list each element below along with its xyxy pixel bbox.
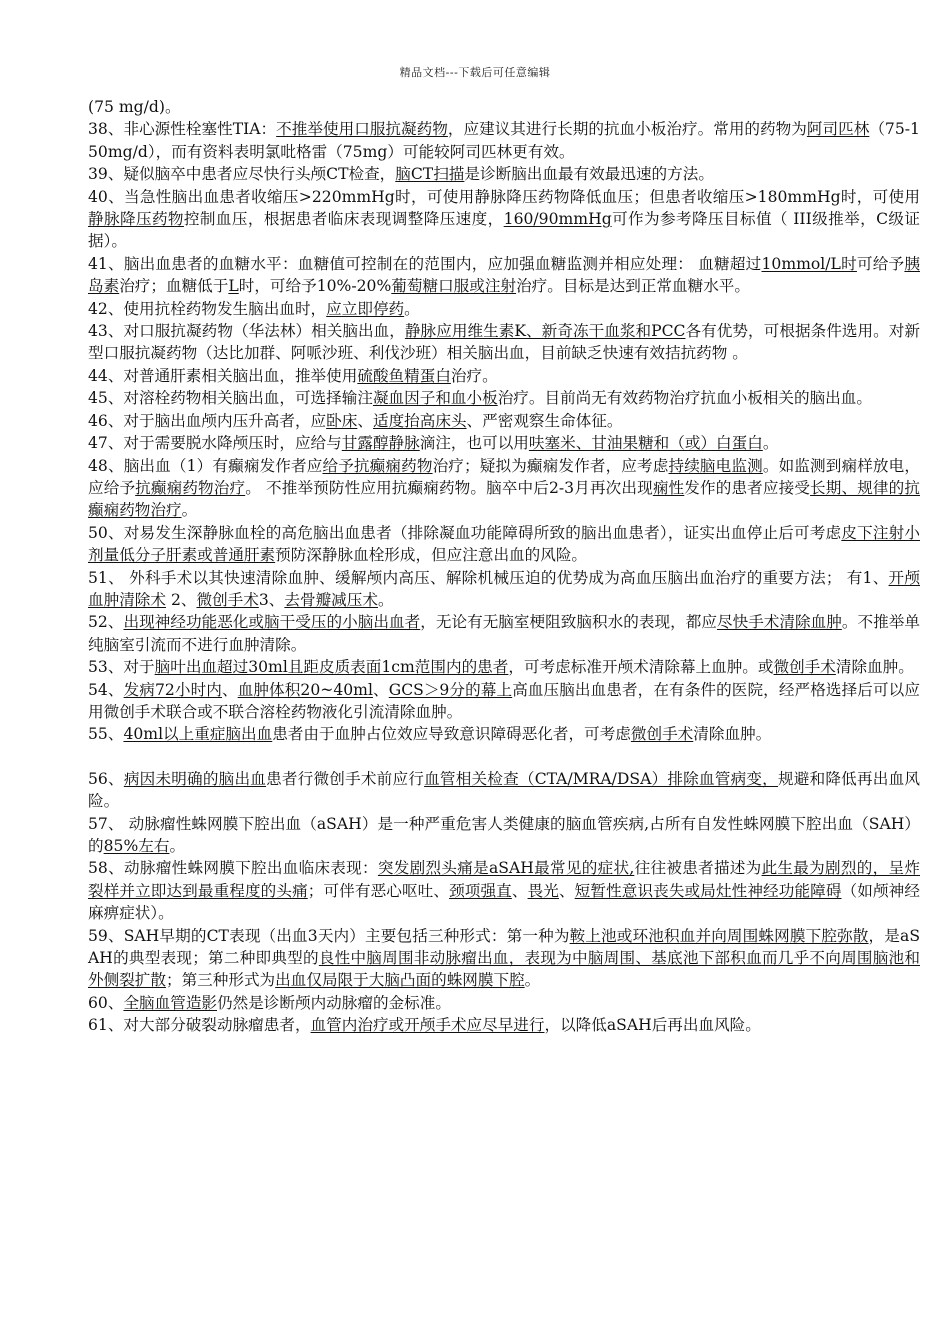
text-segment: 、	[511, 881, 528, 900]
underlined-text: 胰岛素	[88, 254, 920, 296]
text-segment: 清除血肿。	[835, 658, 914, 677]
text-segment: 3、	[258, 590, 285, 609]
underlined-text: 全脑血管造影	[123, 993, 218, 1012]
underlined-text: 硫酸鱼精蛋白	[357, 366, 451, 385]
text-segment: 治疗。目前尚无有效药物治疗抗血小板相关的脑出血。	[497, 389, 872, 408]
underlined-text: 不推举使用口服抗凝药物	[276, 120, 448, 139]
underlined-text: GCS＞9分的幕上	[388, 680, 513, 699]
text-segment: 43、对口服抗凝药物（华法林）相关脑出血，	[88, 322, 405, 341]
text-segment: 55、	[88, 725, 124, 744]
underlined-text: 去骨瓣减压术	[284, 590, 378, 609]
text-segment: 发作的患者应接受	[684, 478, 811, 497]
text-segment: 50、对易发生深静脉血栓的高危脑出血患者（排除凝血功能障碍所致的脑出血患者），证实出血停止后可考虑	[88, 523, 842, 542]
underlined-text: 微创手术	[196, 590, 259, 609]
underlined-text: 良性中脑周围非动脉瘤出血，表现为中脑周围、基底池下部积血而几乎不向周围脑池和外侧裂扩散	[88, 949, 920, 990]
paragraph-p46	[88, 410, 920, 432]
text-segment: 滴注，也可以用	[419, 434, 529, 453]
underlined-text: 葡萄糖口服或注射	[391, 277, 517, 296]
text-segment: 。 不推举预防性应用抗癫痫药物。脑卒中后2-3月再次出现	[245, 478, 653, 497]
underlined-text: 突发剧烈头痛是aSAH最常见的症状,	[377, 859, 635, 878]
paragraph-p53	[88, 656, 920, 678]
paragraph-p60	[88, 992, 920, 1014]
underlined-text: 血管内治疗或开颅手术应尽早进行	[310, 1016, 545, 1035]
underlined-text: 持续脑电监测	[668, 456, 763, 475]
text-segment: 56、	[88, 769, 124, 788]
text-segment: 。如监测到痫样放电，应给予	[88, 456, 920, 497]
text-segment: 39、疑似脑卒中患者应尽快行头颅CT检查，	[88, 165, 396, 184]
underlined-text: 静脉降压药物	[88, 210, 184, 229]
text-segment: 。	[169, 837, 186, 855]
text-segment: 58、动脉瘤性蛛网膜下腔出血临床表现：	[88, 859, 378, 878]
underlined-text: 40ml以上重症脑出血	[123, 725, 273, 744]
underlined-text: 畏光	[527, 881, 559, 900]
paragraph-p55	[88, 723, 920, 745]
underlined-text: 鞍上池或环池积血并向周围蛛网膜下腔弥散	[569, 926, 869, 945]
underlined-text: 此生最为剧烈的，呈炸裂样并立即达到最重程度的头痛	[88, 859, 920, 900]
underlined-text: L	[228, 277, 239, 296]
paragraph-p43	[88, 320, 920, 365]
text-segment: 38、非心源性栓塞性TIA：	[88, 120, 277, 139]
paragraph-p41	[88, 253, 920, 298]
text-segment: (75 mg/d)。	[88, 98, 181, 116]
underlined-text: 抗癫痫药物治疗	[135, 478, 246, 497]
text-segment: 可给予	[856, 254, 905, 273]
text-segment: 。	[377, 590, 394, 609]
underlined-text: 微创手术	[630, 725, 694, 744]
text-segment: 59、SAH早期的CT表现（出血3天内）主要包括三种形式：第一种为	[88, 926, 570, 945]
paragraph-p57	[88, 813, 920, 858]
text-segment: 往往被患者描述为	[634, 859, 762, 878]
underlined-text: 长期、规律的抗癫痫药物治疗	[88, 478, 920, 520]
underlined-text: 呋塞米、甘油果糖和（或）白蛋白	[528, 434, 763, 453]
text-segment: 清除血肿。	[693, 725, 772, 744]
text-segment: （75-150mg/d），而有资料表明氯吡格雷（75mg）可能较阿司匹林更有效。	[88, 120, 920, 161]
paragraph-p-intro	[88, 96, 920, 118]
text-segment: 治疗。目标是达到正常血糖水平。	[516, 277, 750, 296]
text-segment: 41、脑出血患者的血糖水平：血糖值可控制在的范围内，应加强血糖监测并相应处理： 血糖超过	[88, 254, 762, 273]
text-segment: 57、 动脉瘤性蛛网膜下腔出血（aSAH）是一种严重危害人类健康的脑血管疾病,占所有自发性蛛网膜下腔出血（SAH）的	[88, 814, 920, 855]
text-segment: 、	[222, 680, 238, 699]
text-segment: 可作为参考降压目标值（ III级推举，C级证据）。	[88, 210, 920, 251]
text-segment: 各有优势，可根据条件选用。对新型口服抗凝药物（达比加群、阿哌沙班、利伐沙班）相关脑出血，目前缺乏快速有效拮抗药物 。	[88, 322, 920, 363]
underlined-text: 甘露醇静脉	[341, 434, 420, 453]
underlined-text: 皮下注射小剂量低分子肝素或普通肝素	[88, 523, 920, 565]
underlined-text: 血肿体积20~40ml	[237, 680, 373, 699]
paragraph-p47	[88, 432, 920, 454]
text-segment: 60、	[88, 993, 124, 1012]
text-segment: 患者行微创手术前应行	[266, 769, 425, 788]
text-segment: 高血压脑出血患者，在有条件的医院，经严格选择后可以应用微创手术联合或不联合溶栓药物液化引流清除血肿。	[88, 680, 920, 721]
text-segment: 治疗；血糖低于	[119, 277, 229, 296]
paragraph-p54	[88, 679, 920, 724]
text-segment: 是诊断脑出血最有效最迅速的方法。	[464, 165, 714, 184]
underlined-text: 微创手术	[773, 658, 836, 677]
paragraph-p61	[88, 1014, 920, 1036]
text-segment: 2、	[165, 590, 197, 609]
document-body	[88, 96, 920, 1037]
text-segment: 44、对普通肝素相关脑出血，推举使用	[88, 366, 358, 385]
text-segment: 控制血压，根据患者临床表现调整降压速度，	[183, 210, 504, 229]
text-segment: 45、对溶栓药物相关脑出血，可选择输注	[88, 389, 373, 408]
text-segment: （如颅神经麻痹症状）。	[88, 881, 920, 923]
underlined-text: 凝血因子和血小板	[372, 389, 498, 408]
text-segment: 54、	[88, 680, 124, 699]
text-segment: 、严密观察生命体征。	[466, 411, 623, 430]
underlined-text: 给予抗癫痫药物	[322, 456, 433, 475]
text-segment: 52、	[88, 613, 124, 632]
text-segment: 61、对大部分破裂动脉瘤患者，	[88, 1016, 311, 1035]
paragraph-p45	[88, 387, 920, 409]
text-segment: 51、 外科手术以其快速清除血肿、缓解颅内高压、解除机械压迫的优势成为高血压脑出血治疗的重要方法； 有1、	[88, 568, 889, 587]
text-segment: 48、脑出血（1）有癫痫发作者应	[88, 456, 323, 475]
paragraph-p39	[88, 163, 920, 185]
text-segment: ，可考虑标准开颅术清除幕上血肿。或	[508, 658, 774, 677]
text-segment: 患者由于血肿占位效应导致意识障碍恶化者，可考虑	[272, 725, 631, 744]
text-segment: 。	[524, 971, 541, 990]
text-segment: 预防深静脉血栓形成，但应注意出血的风险。	[275, 546, 588, 565]
text-segment: 。不推举单纯脑室引流而不进行血肿清除。	[88, 613, 920, 654]
text-segment: 治疗；疑拟为癫痫发作者，应考虑	[432, 456, 669, 475]
underlined-text: 发病72小时内	[123, 680, 222, 699]
paragraph-p58	[88, 857, 920, 924]
underlined-text: 静脉应用维生素K、新奇冻干血浆和PCC	[404, 322, 686, 341]
text-segment: 46、对于脑出血颅内压升高者，应	[88, 411, 327, 430]
underlined-text: 病因未明确的脑出血	[123, 769, 267, 788]
underlined-text: 血管相关检查（CTA/MRA/DSA）排除血管病变，	[424, 769, 778, 788]
text-segment: 、	[357, 411, 373, 430]
text-segment: 47、对于需要脱水降颅压时，应给与	[88, 434, 342, 453]
page-header: 精品文档---下载后可任意编辑	[399, 66, 551, 79]
underlined-text: 尽快手术清除血肿	[716, 613, 842, 632]
paragraph-p48	[88, 455, 920, 522]
underlined-text: 适度抬高床头	[372, 411, 467, 430]
paragraph-p42	[88, 298, 920, 320]
underlined-text: 10mmol/L时	[761, 254, 857, 273]
underlined-text: 脑叶出血超过30ml且距皮质表面1cm范围内的患者	[154, 658, 509, 677]
paragraph-p59	[88, 925, 920, 992]
paragraph-p40	[88, 186, 920, 253]
text-segment: 、	[372, 680, 389, 699]
underlined-text: 应立即停药	[326, 299, 405, 318]
paragraph-p44	[88, 365, 920, 387]
blank-line	[88, 746, 920, 768]
text-segment: ，应建议其进行长期的抗血小板治疗。常用的药物为	[447, 120, 807, 139]
text-segment: 治疗。	[450, 366, 498, 385]
text-segment: 仍然是诊断颅内动脉瘤的金标准。	[217, 993, 451, 1012]
text-segment: ，是aSAH的典型表现；第二种即典型的	[88, 926, 920, 968]
text-segment: 、	[558, 881, 575, 900]
underlined-text: 160/90mmHg	[503, 210, 612, 229]
text-segment: ，无论有无脑室梗阻致脑积水的表现，都应	[420, 613, 717, 632]
text-segment: 时，可给予10%-20%	[238, 277, 392, 296]
text-segment: ；第三种形式为	[165, 971, 276, 990]
underlined-text: 出血仅局限于大脑凸面的蛛网膜下腔	[275, 971, 525, 990]
paragraph-p51	[88, 567, 920, 612]
underlined-text: 脑CT扫描	[395, 165, 465, 184]
text-segment: 规避和降低再出血风险。	[88, 769, 920, 811]
underlined-text: 痫性	[652, 478, 685, 497]
paragraph-p56	[88, 768, 920, 813]
underlined-text: 颈项强直	[449, 881, 512, 900]
text-segment: 。	[181, 501, 198, 520]
underlined-text: 阿司匹林	[806, 120, 870, 139]
text-segment: 53、对于	[88, 658, 155, 677]
paragraph-p52	[88, 611, 920, 656]
underlined-text: 短暂性意识丧失或局灶性神经功能障碍	[574, 881, 842, 900]
paragraph-p50	[88, 522, 920, 567]
text-segment: 。	[404, 299, 420, 318]
text-segment: 。	[762, 434, 779, 453]
underlined-text: 卧床	[326, 411, 358, 430]
underlined-text: 开颅血肿清除术	[88, 568, 920, 609]
text-segment: 40、当急性脑出血患者收缩压>220mmHg时，可使用静脉降压药物降低血压；但患者收缩压>180mmHg时，可使用	[88, 187, 920, 206]
underlined-text: 出现神经功能恶化或脑干受压的小脑出血者	[123, 613, 421, 632]
paragraph-p38	[88, 118, 920, 163]
text-segment: ，以降低aSAH后再出血风险。	[544, 1016, 761, 1035]
underlined-text: 85%左右	[103, 837, 170, 855]
text-segment: 42、使用抗栓药物发生脑出血时，	[88, 299, 327, 318]
text-segment: ；可伴有恶心呕吐、	[307, 881, 450, 900]
